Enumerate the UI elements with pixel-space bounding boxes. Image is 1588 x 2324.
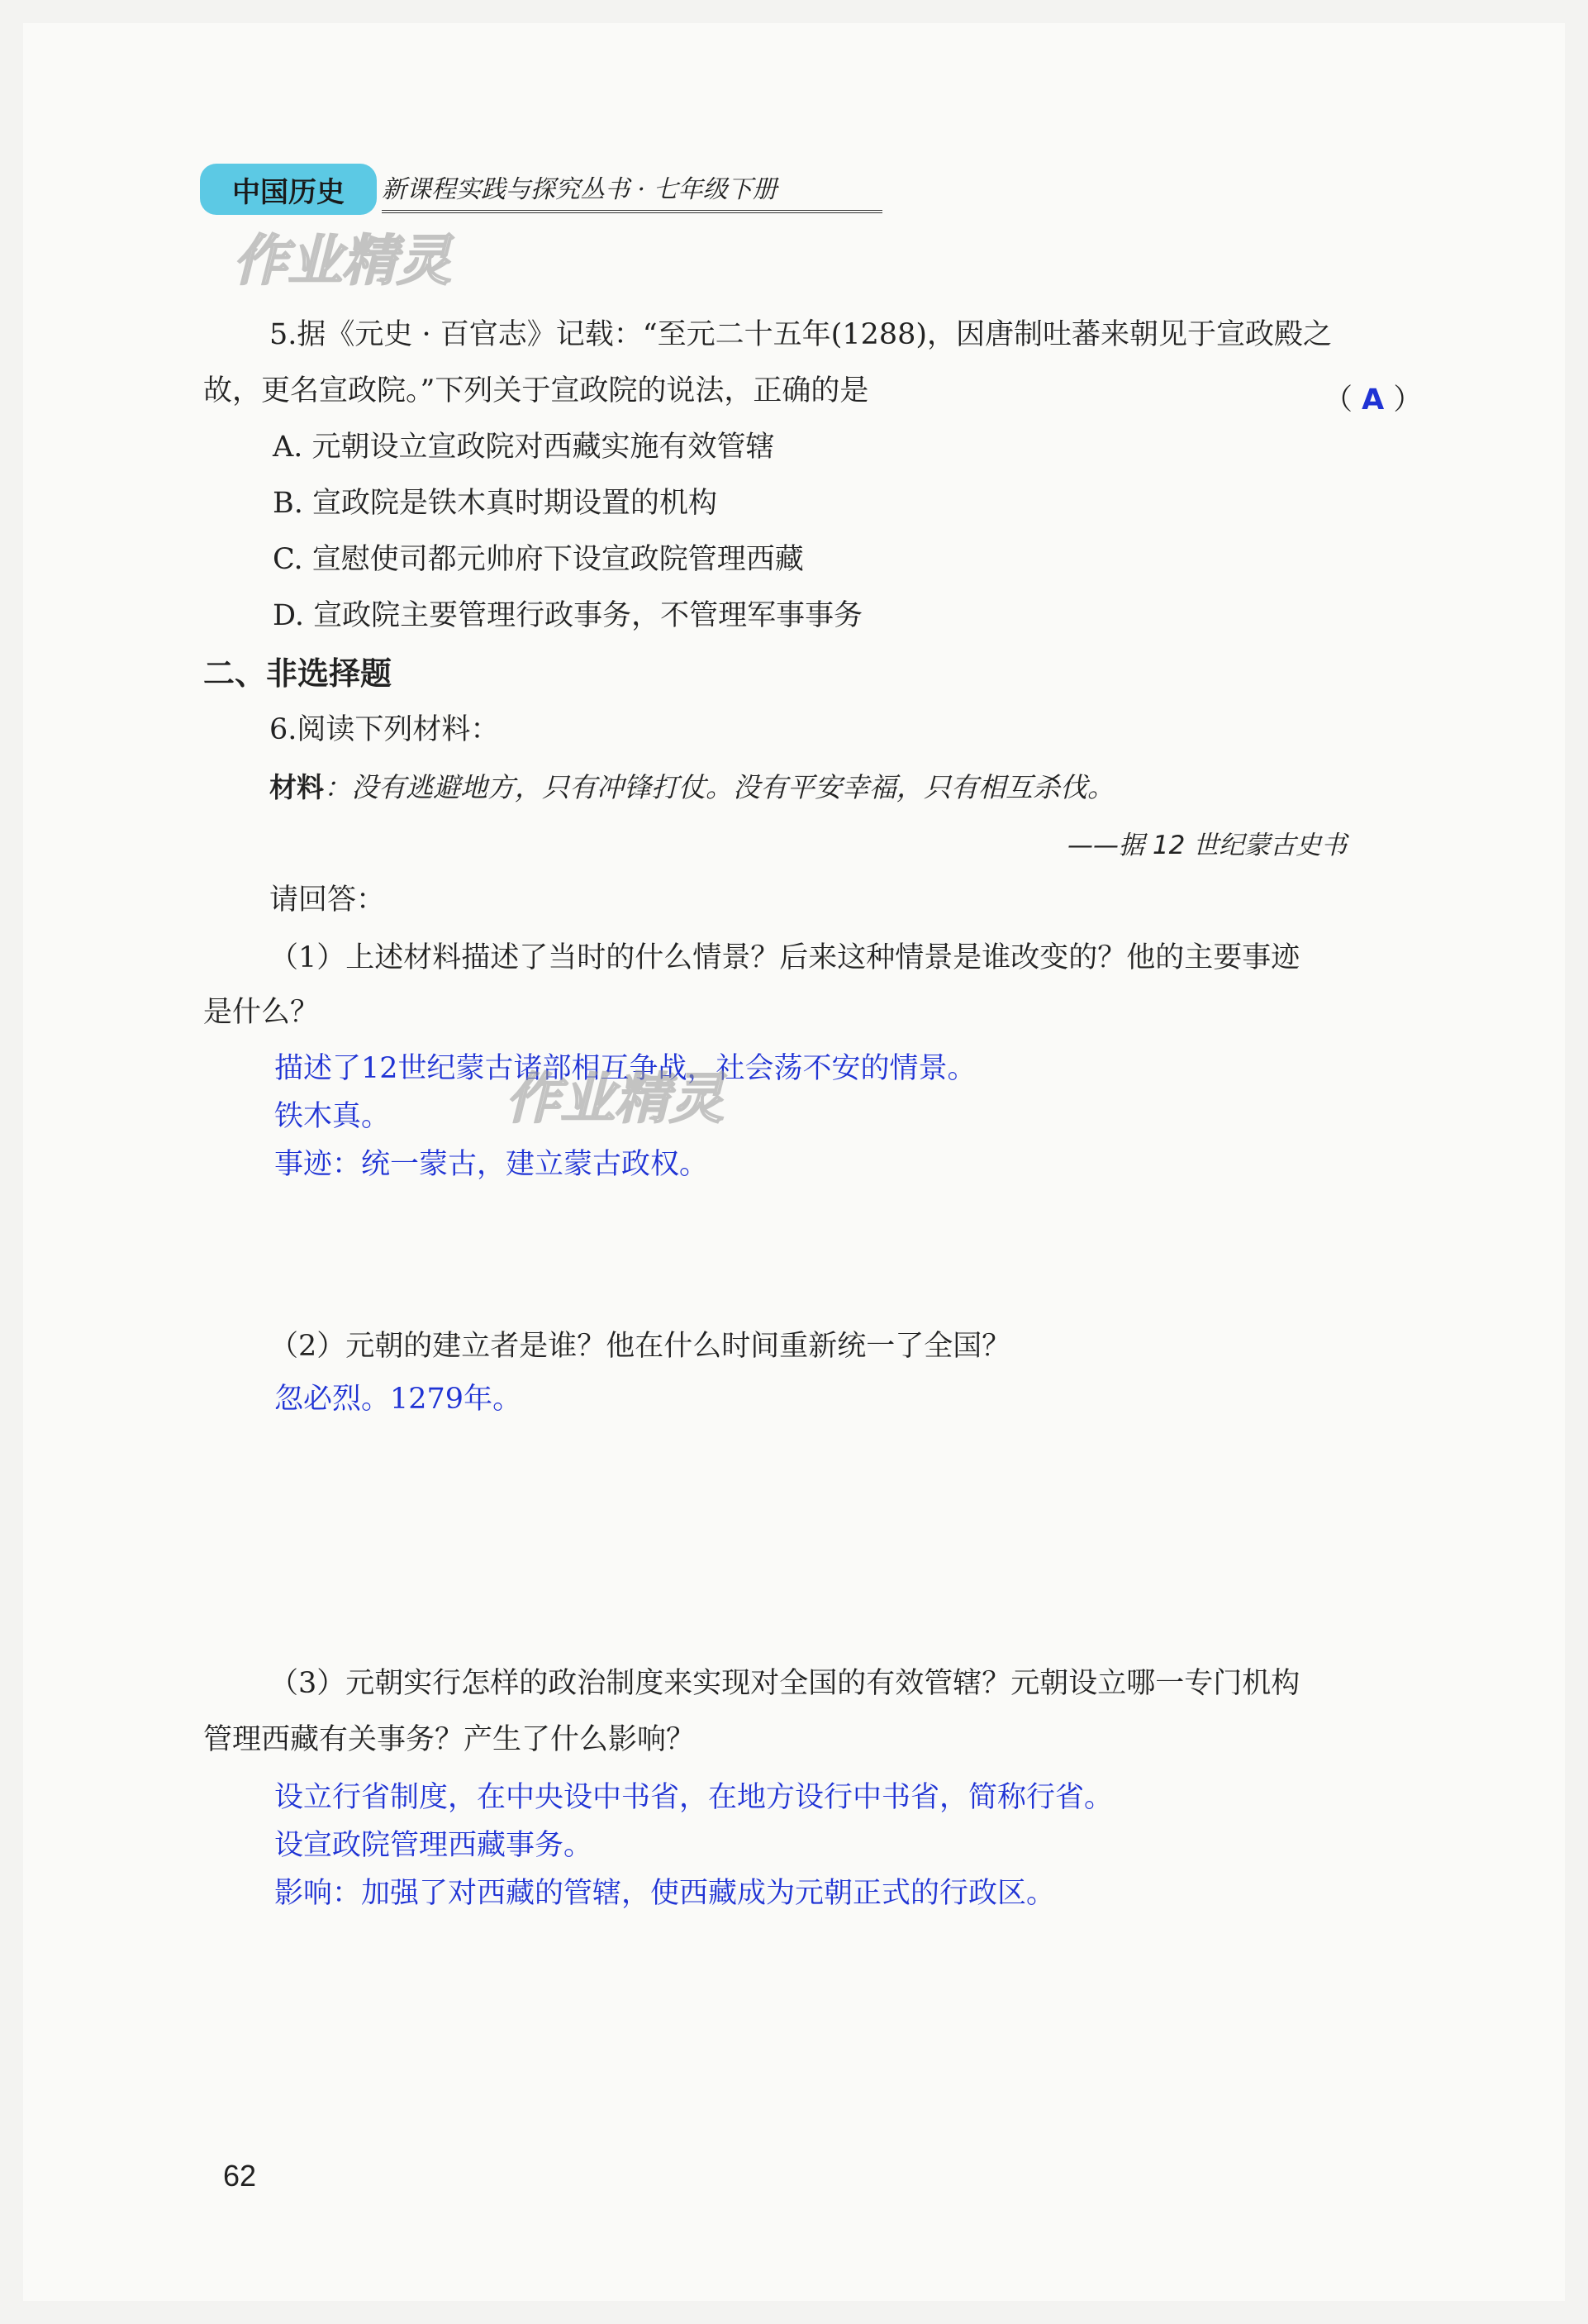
q6-sub3-answer-2: 设宣政院管理西藏事务。 (274, 1829, 593, 1862)
section-heading: 二、非选择题 (203, 655, 392, 692)
q6-sub1-answer-3: 事迹：统一蒙古，建立蒙古政权。 (274, 1148, 709, 1181)
paren-open: （ (1324, 383, 1353, 417)
watermark-logo: 作业精灵 (233, 229, 451, 293)
q5-option-d: D. 宣政院主要管理行政事务，不管理军事事务 (273, 599, 863, 632)
q6-sub3-answer-1: 设立行省制度，在中央设中书省，在地方设行中书省，简称行省。 (274, 1781, 1114, 1814)
q5-answer: A (1362, 383, 1385, 417)
watermark-logo: 作业精灵 (506, 1067, 724, 1131)
q5-option-c: C. 宣慰使司都元帅府下设宣政院管理西藏 (273, 543, 804, 576)
page (23, 23, 1565, 2301)
q6-source: ——据 12 世纪蒙古史书 (1067, 831, 1348, 860)
q6-sub3-question-line2: 管理西藏有关事务？产生了什么影响？ (203, 1723, 696, 1756)
subject-tag: 中国历史 (200, 164, 377, 215)
q6-sub3-question-line1: （3）元朝实行怎样的政治制度来实现对全国的有效管辖？元朝设立哪一专门机构 (269, 1667, 1300, 1700)
q6-intro: 6.阅读下列材料： (269, 713, 500, 746)
series-title: 新课程实践与探究丛书 · 七年级下册 (382, 169, 882, 213)
material-text: ：没有逃避地方，只有冲锋打仗。没有平安幸福，只有相互杀伐。 (324, 771, 1115, 803)
q5-stem-line1: 5.据《元史 · 百官志》记载：“至元二十五年(1288)，因唐制吐蕃来朝见于宣政殿之 (269, 318, 1333, 351)
q5-answer-bracket (1324, 377, 1422, 418)
page-number: 62 (223, 2159, 257, 2193)
paren-close: ） (1393, 383, 1423, 417)
q6-sub2-question: （2）元朝的建立者是谁？他在什么时间重新统一了全国？ (269, 1330, 1011, 1363)
material-label: 材料 (269, 771, 324, 803)
q6-sub1-question-line1: （1）上述材料描述了当时的什么情景？后来这种情景是谁改变的？他的主要事迹 (269, 941, 1300, 974)
q6-sub1-answer-1: 描述了12世纪蒙古诸部相互争战，社会荡不安的情景。 (274, 1052, 977, 1085)
q5-option-a: A. 元朝设立宣政院对西藏实施有效管辖 (273, 431, 775, 464)
q6-sub2-answer: 忽必烈。1279年。 (274, 1383, 522, 1416)
q6-sub1-answer-2: 铁木真。 (274, 1100, 391, 1133)
q5-stem-line2: 故，更名宣政院。”下列关于宣政院的说法，正确的是 (203, 374, 869, 407)
q6-material (269, 771, 1115, 803)
q5-option-b: B. 宣政院是铁木真时期设置的机构 (273, 487, 717, 520)
q6-prompt: 请回答： (269, 883, 386, 917)
q6-sub3-answer-3: 影响：加强了对西藏的管辖，使西藏成为元朝正式的行政区。 (274, 1877, 1056, 1910)
q6-sub1-question-line2: 是什么？ (203, 996, 320, 1029)
